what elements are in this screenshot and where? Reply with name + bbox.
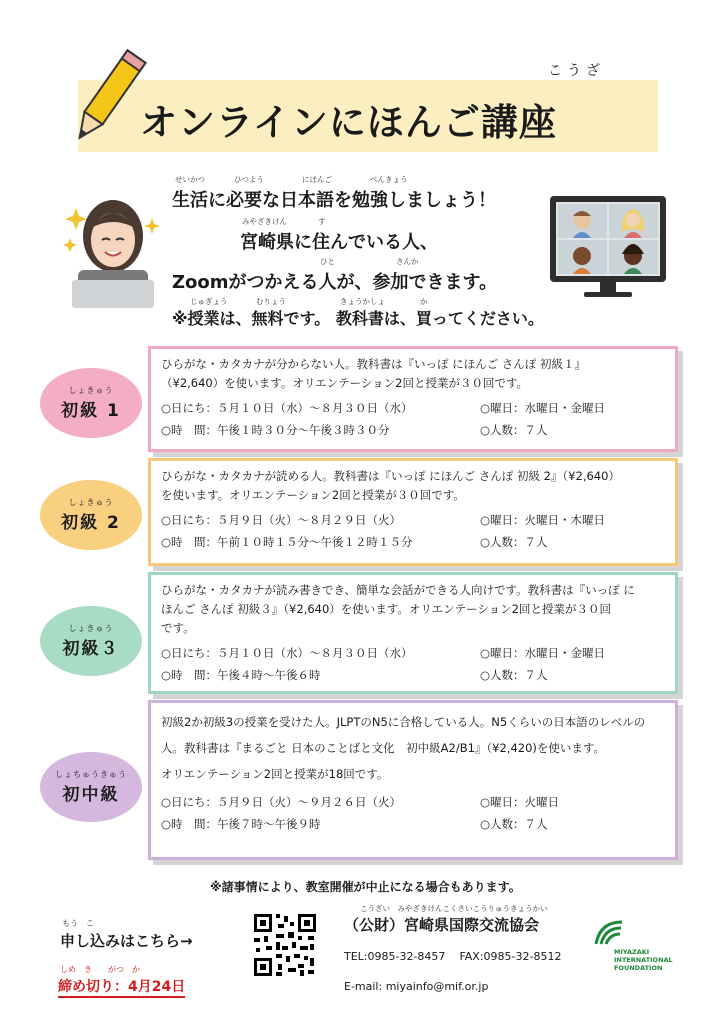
intro-line1-ruby-2: ひつよう xyxy=(234,175,264,184)
course-dates: ○日にち：５月１０日（水）～８月３０日（水） xyxy=(161,646,413,660)
course-dates: ○日にち：５月９日（火）～８月２９日（火） xyxy=(161,513,402,527)
intro-line3-ruby-2: さんか xyxy=(396,257,419,266)
teacher-illustration xyxy=(58,188,168,308)
level-name: 初級３ xyxy=(62,639,120,659)
apply-here-link[interactable]: 申し込みはこちら→ xyxy=(60,932,193,950)
course-card-shokyu-3 xyxy=(148,572,678,694)
deadline: 締め切り：4月24日 xyxy=(58,976,185,998)
course-desc-line-3: オリエンテーション2回と授業が18回です。 xyxy=(161,767,389,781)
level-badge-shokyu-3 xyxy=(40,606,142,676)
intro-line1-ruby-3: にほんご xyxy=(302,175,332,184)
course-desc-line-3: です。 xyxy=(161,621,195,635)
course-desc-line-2: を使います。オリエンテーション2回と授業が３０回です。 xyxy=(161,488,465,502)
foundation-logo-text xyxy=(614,948,673,972)
course-days: ○曜日：水曜日・金曜日 xyxy=(480,646,606,660)
course-desc-line-2: 人。教科書は『まるごと 日本のことばと文化 初中級A2/B1』（¥2,420)を使います。 xyxy=(161,741,605,755)
course-desc-line-2: ほんご さんぽ 初級３』（¥2,640）を使います。オリエンテーション2回と授業が３０回 xyxy=(161,602,612,616)
qr-code-icon[interactable] xyxy=(252,912,318,978)
level-kana: しょきゅう xyxy=(68,624,114,633)
course-time: ○時 間：午後７時～午後９時 xyxy=(161,817,321,831)
foundation-logo-icon xyxy=(592,918,628,948)
course-capacity: ○人数：７人 xyxy=(480,535,548,549)
course-card-shochukyu xyxy=(148,700,678,860)
title-ruby: こうざ xyxy=(548,63,605,79)
course-desc-line-1: ひらがな・カタカナが分からない人。教科書は『いっぽ にほんご さんぽ 初級１』 xyxy=(161,357,586,371)
intro-line1-ruby-4: べんきょう xyxy=(370,175,408,184)
intro-line3-ruby-1: ひと xyxy=(320,257,335,266)
level-name: 初級 2 xyxy=(61,513,121,533)
intro-line1-ruby-1: せいかつ xyxy=(175,175,205,184)
course-capacity: ○人数：７人 xyxy=(480,423,548,437)
page-title: オンラインにほんご講座 xyxy=(140,101,557,144)
course-desc-line-1: ひらがな・カタカナが読み書きでき、簡単な会話ができる人向けです。教科書は『いっぽ に xyxy=(161,583,635,597)
course-capacity: ○人数：７人 xyxy=(480,668,548,682)
course-desc-line-1: ひらがな・カタカナが読める人。教科書は『いっぽ にほんご さんぽ 初級 2』（¥2,640） xyxy=(161,469,620,483)
intro-line4-ruby-1: じゅぎょう xyxy=(190,297,228,306)
level-badge-shochukyu xyxy=(40,752,142,822)
course-dates: ○日にち：５月１０日（水）～８月３０日（水） xyxy=(161,401,413,415)
pencil-icon xyxy=(62,42,152,152)
cancellation-notice: ※諸事情により、教室開催が中止になる場合もあります。 xyxy=(210,880,521,894)
intro-line4-ruby-3: きょうかしょ xyxy=(340,297,385,306)
level-kana: しょきゅう xyxy=(68,498,114,507)
intro-line2-ruby-1: みやざきけん xyxy=(242,217,287,226)
organization-name: （公財）宮崎県国際交流協会 xyxy=(344,916,540,934)
logo-line-2: INTERNATIONAL xyxy=(614,956,673,964)
tel-number: TEL:0985-32-8457 xyxy=(344,950,446,963)
course-card-shokyu-1 xyxy=(148,346,678,452)
course-time: ○時 間：午後４時～午後６時 xyxy=(161,668,321,682)
course-days: ○曜日：水曜日・金曜日 xyxy=(480,401,606,415)
course-description xyxy=(161,355,665,393)
course-description xyxy=(161,467,665,505)
level-kana: しょちゅうきゅう xyxy=(55,770,127,779)
logo-line-1: MIYAZAKI xyxy=(614,948,650,956)
intro-line4-ruby-4: か xyxy=(420,297,428,306)
course-desc-line-1: 初級2か初級3の授業を受けた人。JLPTのN5に合格している人。N5くらいの日本語のレベルの xyxy=(161,715,646,729)
apply-ruby: もう こ xyxy=(62,919,94,928)
fax-number: FAX:0985-32-8512 xyxy=(459,950,562,963)
course-time: ○時 間：午前１０時１５分～午後１２時１５分 xyxy=(161,535,413,549)
course-card-shokyu-2 xyxy=(148,458,678,566)
course-capacity: ○人数：７人 xyxy=(480,817,548,831)
logo-line-3: FOUNDATION xyxy=(614,964,663,972)
level-name: 初級 1 xyxy=(61,401,121,421)
level-badge-shokyu-1 xyxy=(40,368,142,438)
level-kana: しょきゅう xyxy=(68,386,114,395)
org-ruby: こうざい みやざきけんこくさいこうりゅうきょうかい xyxy=(360,904,548,913)
course-time: ○時 間：午後１時３０分～午後３時３０分 xyxy=(161,423,390,437)
course-days: ○曜日：火曜日 xyxy=(480,795,560,809)
course-description xyxy=(161,709,665,787)
level-badge-shokyu-2 xyxy=(40,480,142,550)
intro-line-1: 生活に必要な日本語を勉強しましょう！ xyxy=(172,190,496,211)
course-days: ○曜日：火曜日・木曜日 xyxy=(480,513,606,527)
intro-line-2: 宮崎県に住んでいる人、 xyxy=(240,232,438,253)
intro-line4-ruby-2: むりょう xyxy=(256,297,286,306)
video-call-illustration xyxy=(548,192,668,302)
contact-email[interactable]: E-mail: miyainfo@mif.or.jp xyxy=(344,980,489,993)
intro-line-3: Zoomがつかえる人が、参加できます。 xyxy=(172,272,498,293)
intro-line-4: ※授業は、無料です。 教科書は、買ってください。 xyxy=(172,309,544,328)
course-dates: ○日にち：５月９日（火）～９月２６日（火） xyxy=(161,795,402,809)
level-name: 初中級 xyxy=(62,785,120,805)
contact-phone xyxy=(344,950,561,963)
course-desc-line-2: （¥2,640）を使います。オリエンテーション2回と授業が３０回です。 xyxy=(161,376,529,390)
course-description xyxy=(161,581,665,638)
intro-line2-ruby-2: す xyxy=(318,217,326,226)
deadline-ruby: しめ き がつ か xyxy=(60,965,140,974)
